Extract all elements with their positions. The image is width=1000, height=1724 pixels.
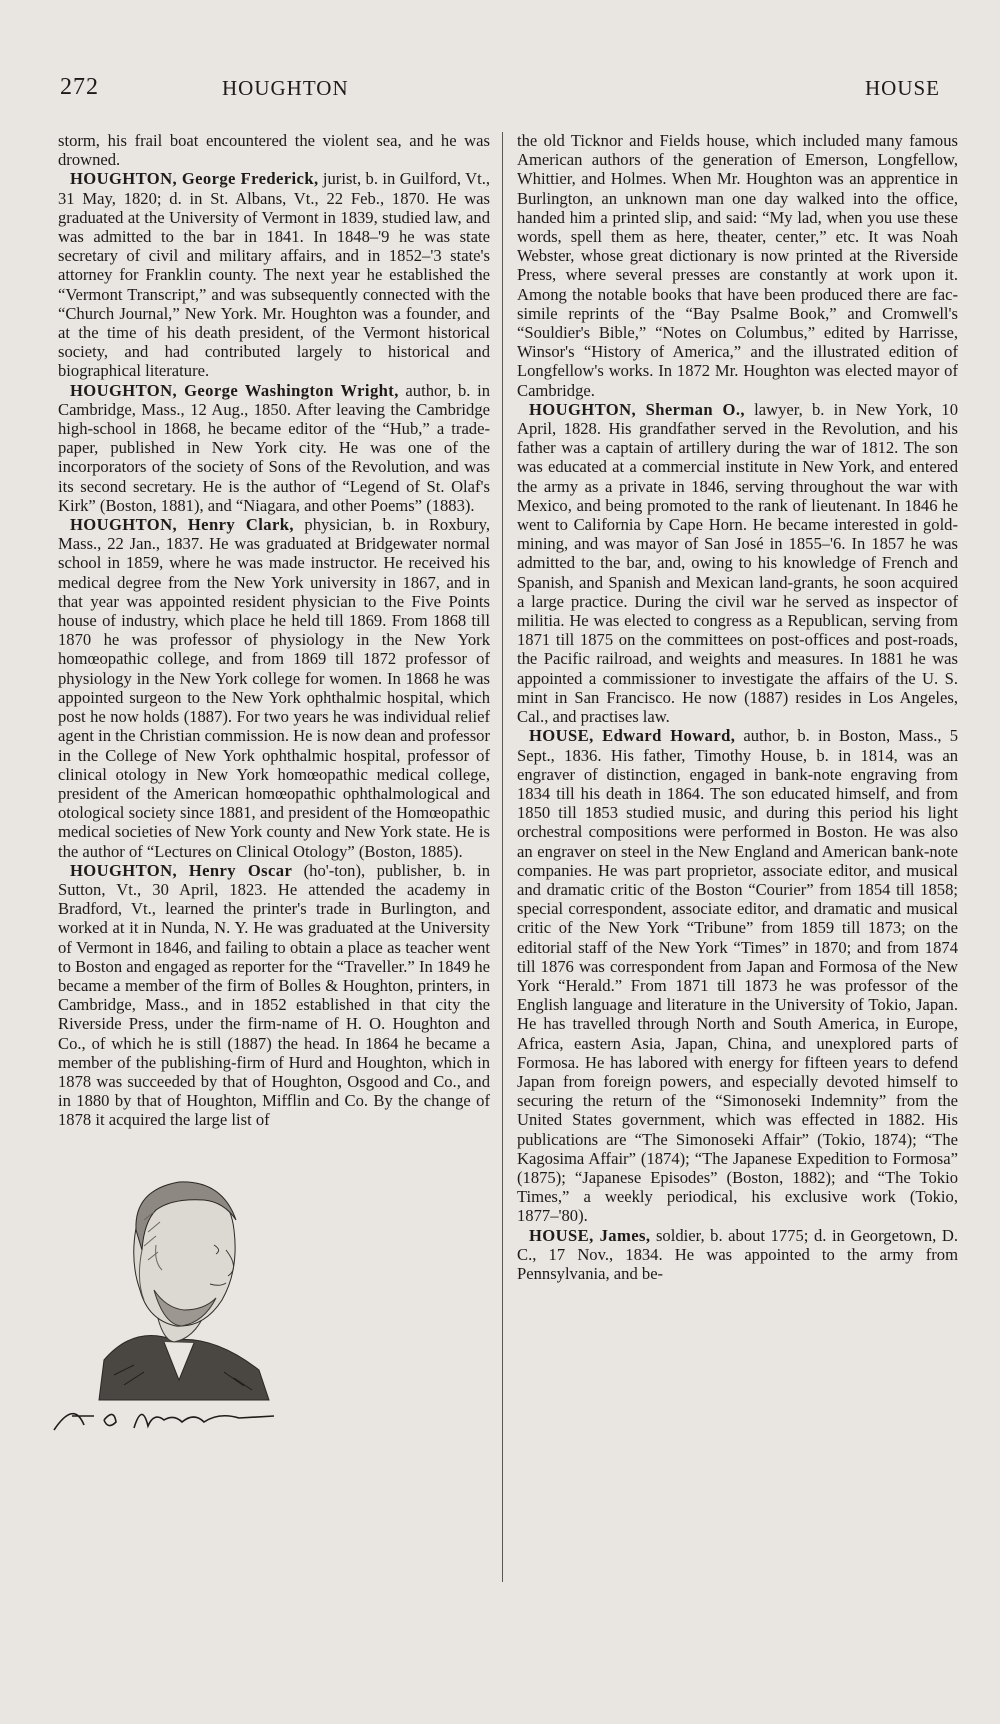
column-divider [502,132,503,1582]
entry-george-frederick-houghton [58,169,490,380]
entry-text: soldier, b. about 1775; d. in Georgetown, D. C., 17 Nov., 1834. He was appointed to the army from Pennsylvania, and be- [517,1225,958,1283]
entry-henry-oscar-houghton [58,861,490,1130]
entry-text: physician, b. in Roxbury, Mass., 22 Jan., 1837. He was graduated at Bridgewater normal school in 1859, where he was made instructor. He received his medical degree from the New York university in 1867, and in that year was appointed resident physician to the Five Points house of industry, which place he held till 1869. From 1868 till 1870 he was professor of physiology in the New York homœopathic college, and from 1869 till 1872 professor of physiology in the New York college for women. In 1868 he was appointed surgeon to the New York ophthalmic hospital, which post he now holds (1887). For two years he was individual relief agent in the Christian commission. He is now dean and professor in the College of New York ophthalmic hospital, professor of clinical otology in New York homœopathic medical college, president of the American homœopathic ophthalmological and otological society since 1881, and president of the Homœopathic medical societies of New York county and New York state. He is the author of “Lectures on Clinical Otology” (Boston, 1885). [58,515,491,861]
entry-headword: HOUSE, James, [529,1225,651,1245]
left-running-head: HOUGHTON [222,76,349,100]
entry-text: lawyer, b. in New York, 10 April, 1828. His grandfather served in the Revolution, and his father was a captain of artillery during the war of 1812. The son was educated at a commercial institute in New York, and entered the army as a private in 1846, serving throughout the war with Mexico, and being promoted to the rank of lieutenant. In 1846 he went to California by Cape Horn. He became interested in gold-mining, and was mayor of San José in 1855–'6. In 1857 he was admitted to the bar, and, owing to his knowledge of French and Spanish, and Spanish and Mexican land-grants, he soon acquired a large practice. During the civil war he served as inspector of militia. He was elected to congress as a Republican, serving from 1871 till 1875 on the committees on post-offices and post-roads, the Pacific railroad, and weights and measures. In 1881 he was appointed a commissioner to investigate the affairs of the U. S. mint in San Francisco. He now (1887) resides in Los Angeles, Cal., and practises law. [517,399,958,727]
portrait-illustration [44,1150,304,1440]
entry-headword: HOUGHTON, Henry Clark, [70,515,294,535]
page-number: 272 [60,74,99,100]
right-running-head: HOUSE [864,76,940,100]
entry-henry-clark-houghton [58,515,490,861]
left-column [58,131,490,1130]
entry-headword: HOUSE, Edward Howard, [529,726,736,746]
right-column [517,131,958,1283]
entry-text: (ho'-ton), publisher, b. in Sutton, Vt., 30 April, 1823. He attended the academy in Bradford, Vt., learned the printer's trade in Burlington, and worked at it in Nunda, N. Y. He was graduated at the University of Vermont in 1846, and failing to obtain a place as teacher went to Boston and engaged as reporter for the “Traveller.” In 1849 he became a member of the firm of Bolles & Houghton, printers, in Cambridge, Mass., and in 1852 established in that city the Riverside Press, under the firm-name of H. O. Houghton and Co., of which he is still (1887) the head. In 1864 he became a member of the publishing-firm of Hurd and Houghton, which in 1878 was succeeded by that of Houghton, Osgood and Co., and in 1880 by that of Houghton, Mifflin and Co. By the change of 1878 it acquired the large list of [58,860,491,1130]
entry-text: author, b. in Cambridge, Mass., 12 Aug., 1850. After leaving the Cambridge high-school in 1868, he became editor of the “Hub,” a trade-paper, published in New York city. He was one of the incorporators of the society of Sons of the Revolution, and was its second secretary. He is the author of “Legend of St. Olaf's Kirk” (Boston, 1881), and “Niagara, and other Poems” (1883). [58,380,490,515]
continued-paragraph: the old Ticknor and Fields house, which included many famous American authors of the generation of Emerson, Longfellow, Whittier, and Holmes. When Mr. Houghton was an apprentice in Burlington, an unknown man one day walked into the office, handed him a printed slip, and said: “My lad, when you use these words, spell them as here, theater, center,” etc. It was Noah Webster, whose great dictionary is now printed at the Riverside Press, where several presses are constantly at work upon it. Among the notable books that have been produced there are fac-simile reprints of the “Bay Psalme Book,” and Cromwell's “Souldier's Bible,” “Notes on Columbus,” edited by Harrisse, Winsor's “History of America,” and the illustrated edition of Longfellow's works. In 1872 Mr. Houghton was elected mayor of Cambridge. [517,131,958,400]
entry-headword: HOUGHTON, Henry Oscar [70,860,293,880]
portrait-engraving [44,1150,304,1440]
entry-sherman-houghton [517,400,958,726]
entry-text: author, b. in Boston, Mass., 5 Sept., 1836. His father, Timothy House, b. in 1814, was an engraver of distinction, engaged in bank-note engraving from 1834 till his death in 1864. The son educated himself, and from 1850 till 1853 studied music, and during this period his light orchestral compositions were performed in Boston. He was also an engraver on steel in the New England and American bank-note companies. He was part proprietor, associate editor, and musical and dramatic critic of the Boston “Courier” from 1854 till 1858; special correspondent, associate editor, and dramatic and musical critic of the New York “Tribune” from 1859 till 1873; on the editorial staff of the New York “Times” in 1870; and from 1874 till 1876 was correspondent from Japan and Formosa of the New York “Herald.” From 1871 till 1873 he was professor of the English language and literature in the University of Tokio, Japan. He has travelled through North and South America, in Europe, Africa, eastern Asia, Japan, China, and unexplored parts of Formosa. He has labored with energy for fifteen years to defend Japan from foreign powers, and especially devoted himself to securing the return of the “Simonoseki Indemnity” from the United States government, which was effected in 1882. His publications are “The Simonoseki Affair” (Tokio, 1874); “The Kagosima Affair” (1874); “The Japanese Expedition to Formosa” (1875); “Japanese Episodes” (Boston, 1882); and “The Tokio Times,” a weekly periodical, his exclusive work (Tokio, 1877–'80). [517,726,958,1226]
entry-george-washington-wright-houghton [58,381,490,515]
entry-edward-howard-house [517,726,958,1225]
entry-james-house [517,1226,958,1284]
entry-headword: HOUGHTON, Sherman O., [529,399,745,419]
signature-mark [54,1414,274,1430]
running-header [60,74,940,108]
entry-text: jurist, b. in Guilford, Vt., 31 May, 1820; d. in St. Albans, Vt., 22 Feb., 1870. He was graduated at the University of Vermont in 1839, studied law, and was admitted to the bar in 1841. In 1848–'9 he was state secretary of civil and military affairs, and in 1852–'3 state's attorney for Franklin county. The next year he established the “Vermont Transcript,” and was subsequently connected with the “Church Journal,” New York. Mr. Houghton was a founder, and at the time of his death president, of the Vermont historical society, and had contributed largely to historical and biographical literature. [58,169,490,381]
entry-headword: HOUGHTON, George Washington Wright, [70,380,399,400]
continued-paragraph: storm, his frail boat encountered the violent sea, and he was drowned. [58,131,490,170]
entry-headword: HOUGHTON, George Frederick, [70,169,319,189]
